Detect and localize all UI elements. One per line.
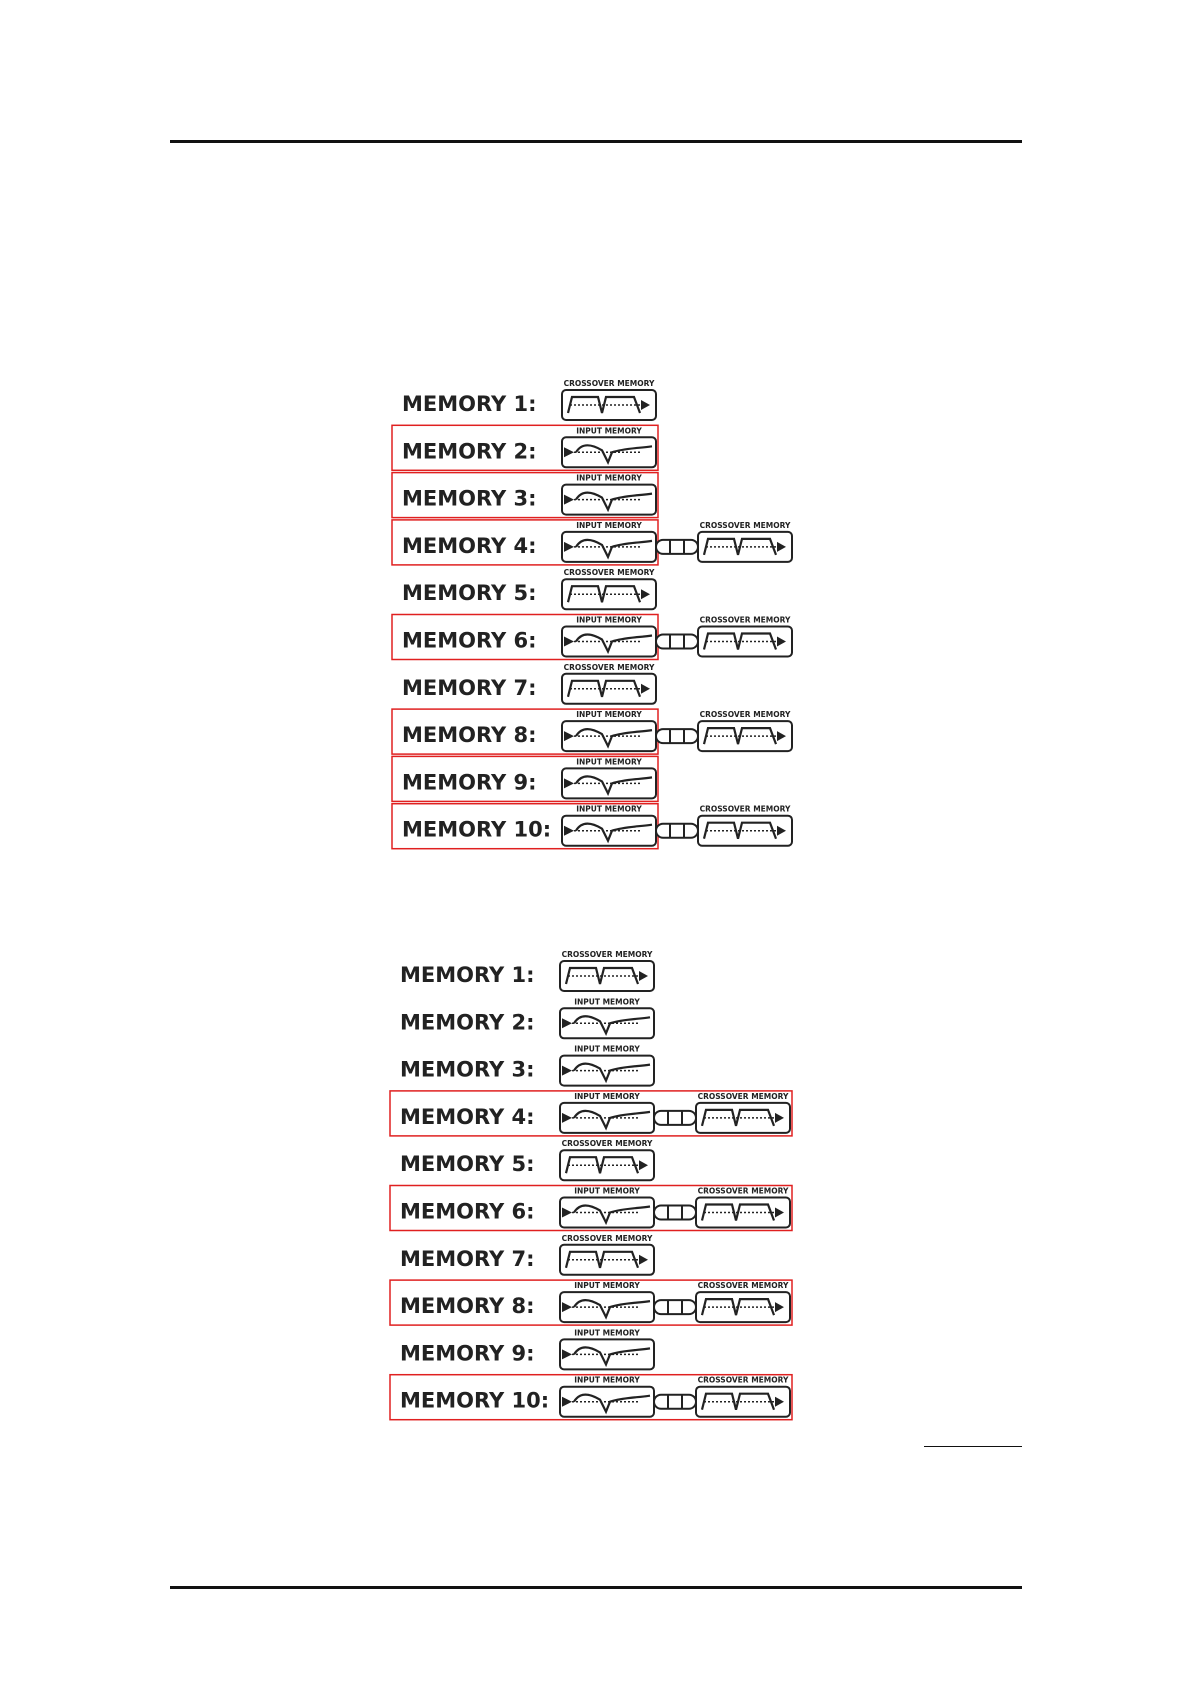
memory-label: MEMORY 1: [400, 963, 535, 987]
memory-label: MEMORY 9: [402, 770, 537, 795]
input-memory-label: INPUT MEMORY [574, 1375, 640, 1385]
input-memory-label: INPUT MEMORY [574, 1044, 640, 1054]
input-memory-label: INPUT MEMORY [574, 1186, 640, 1196]
crossover-memory-label: CROSSOVER MEMORY [563, 568, 655, 578]
memory-row [400, 1139, 654, 1180]
memory-label: MEMORY 5: [402, 581, 537, 606]
input-memory-label: INPUT MEMORY [574, 1091, 640, 1101]
crossover-memory-label: CROSSOVER MEMORY [563, 379, 655, 388]
input-memory-label: INPUT MEMORY [576, 520, 642, 530]
memory-label: MEMORY 6: [400, 1199, 535, 1224]
memory-label: MEMORY 8: [402, 723, 537, 748]
input-memory-label: INPUT MEMORY [576, 473, 642, 483]
crossover-memory-label: CROSSOVER MEMORY [563, 662, 655, 672]
input-memory-label: INPUT MEMORY [574, 1281, 640, 1291]
input-memory-label: INPUT MEMORY [576, 757, 642, 767]
link-chain-icon [654, 1111, 696, 1125]
memory-label: MEMORY 5: [400, 1152, 535, 1177]
memory-label: MEMORY 7: [400, 1246, 535, 1271]
crossover-memory-label: CROSSOVER MEMORY [697, 1186, 789, 1196]
memory-row [400, 1328, 654, 1369]
memory-row [400, 1234, 654, 1275]
memory-row [390, 1375, 792, 1420]
crossover-memory-label: CROSSOVER MEMORY [561, 1139, 653, 1149]
crossover-memory-label: CROSSOVER MEMORY [697, 1281, 789, 1291]
link-chain-icon [654, 1395, 696, 1409]
memory-row [400, 997, 654, 1038]
memory-row [400, 1045, 654, 1086]
memory-label: MEMORY 8: [400, 1294, 535, 1319]
memory-row [390, 1186, 792, 1231]
memory-label: MEMORY 6: [402, 628, 537, 653]
memory-label: MEMORY 2: [402, 439, 537, 464]
memory-row [390, 1091, 792, 1136]
memory-label: MEMORY 4: [402, 533, 537, 558]
memory-label: MEMORY 4: [400, 1104, 535, 1129]
crossover-memory-label: CROSSOVER MEMORY [561, 950, 653, 959]
crossover-memory-label: CROSSOVER MEMORY [697, 1375, 789, 1385]
input-memory-label: INPUT MEMORY [574, 997, 640, 1007]
crossover-memory-label: CROSSOVER MEMORY [699, 804, 791, 814]
input-memory-label: INPUT MEMORY [574, 1328, 640, 1338]
memory-row [400, 950, 654, 991]
memory-label: MEMORY 7: [402, 675, 537, 700]
crossover-memory-label: CROSSOVER MEMORY [561, 1233, 653, 1243]
crossover-memory-label: CROSSOVER MEMORY [699, 710, 791, 720]
memory-label: MEMORY 10: [402, 817, 552, 842]
input-memory-label: INPUT MEMORY [576, 804, 642, 814]
memory-label: MEMORY 3: [400, 1057, 535, 1082]
link-chain-icon [654, 1206, 696, 1220]
input-memory-label: INPUT MEMORY [576, 426, 642, 436]
memory-label: MEMORY 3: [402, 486, 537, 511]
memory-row [390, 1280, 792, 1325]
link-chain-icon [654, 1300, 696, 1314]
crossover-memory-label: CROSSOVER MEMORY [699, 520, 791, 530]
memory-label: MEMORY 9: [400, 1341, 535, 1366]
footnote-rule [924, 1446, 1022, 1447]
footer-rule [170, 1586, 1022, 1589]
memory-label: MEMORY 2: [400, 1010, 535, 1035]
crossover-memory-label: CROSSOVER MEMORY [699, 615, 791, 625]
input-memory-label: INPUT MEMORY [576, 710, 642, 720]
memory-label: MEMORY 1: [402, 392, 537, 416]
memory-label: MEMORY 10: [400, 1388, 550, 1413]
crossover-memory-label: CROSSOVER MEMORY [697, 1091, 789, 1101]
input-memory-label: INPUT MEMORY [576, 615, 642, 625]
